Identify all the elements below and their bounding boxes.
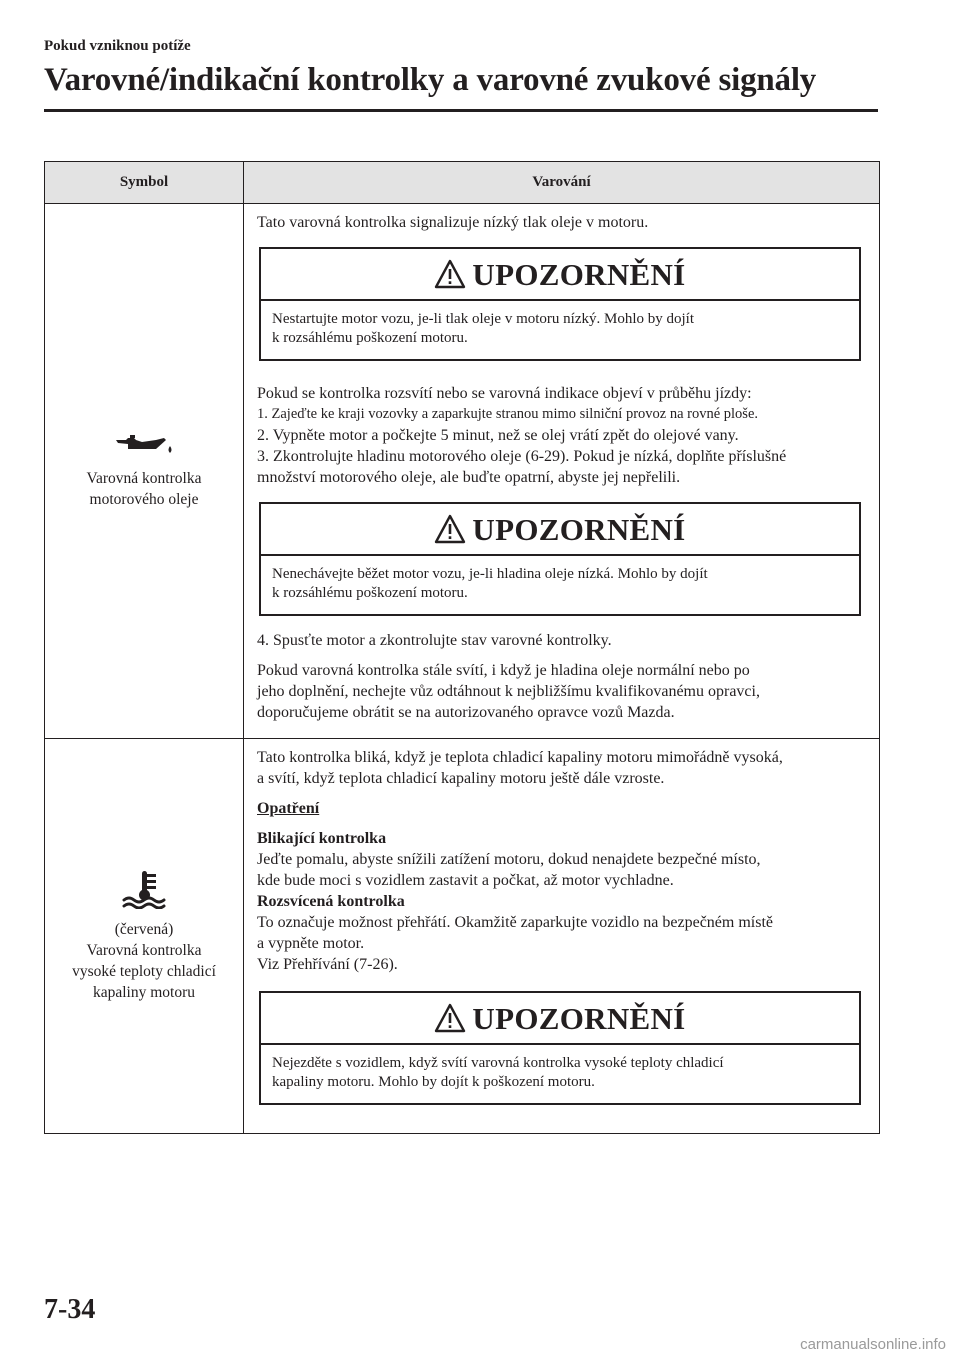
column-header-warning: Varování <box>244 162 880 204</box>
caution-header <box>261 504 859 556</box>
warning-triangle-icon <box>434 1003 466 1033</box>
cross-reference: Viz Přehřívání (7-26). <box>257 956 398 973</box>
symbol-caption-line: Varovná kontrolka <box>86 942 202 959</box>
step-item: 4. Spusťte motor a zkontrolujte stav varovné kontrolky. <box>257 632 612 649</box>
warning-cell-oil <box>244 204 880 739</box>
paragraph-line: a vypněte motor. <box>257 935 365 952</box>
caution-line: Nenechávejte běžet motor vozu, je-li hladina oleje nízká. Mohlo by dojít <box>272 566 708 582</box>
paragraph: Pokud se kontrolka rozsvítí nebo se varovná indikace objeví v průběhu jízdy: <box>257 385 752 402</box>
page-number: 7-34 <box>44 1294 96 1325</box>
caution-box <box>259 247 861 361</box>
caution-header <box>261 993 859 1045</box>
symbol-caption-line: motorového oleje <box>89 491 199 508</box>
caution-title: UPOZORNĚNÍ <box>472 511 686 547</box>
coolant-temperature-icon <box>121 869 167 909</box>
step-item: množství motorového oleje, ale buďte opatrní, abyste jej nepřelili. <box>257 469 681 486</box>
paragraph-line: To označuje možnost přehřátí. Okamžitě zaparkujte vozidlo na bezpečném místě <box>257 914 774 931</box>
caution-body <box>261 301 859 359</box>
caution-line: kapaliny motoru. Mohlo by dojít k poškození motoru. <box>272 1074 595 1090</box>
paragraph-line: Pokud varovná kontrolka stále svítí, i když je hladina oleje normální nebo po <box>257 662 750 679</box>
page-title: Varovné/indikační kontrolky a varovné zvukové signály <box>44 62 817 98</box>
warning-cell-coolant <box>244 739 880 1134</box>
caution-title: UPOZORNĚNÍ <box>472 1000 686 1036</box>
step-item: 2. Vypněte motor a počkejte 5 minut, než se olej vrátí zpět do olejové vany. <box>257 427 739 444</box>
caution-box <box>259 991 861 1105</box>
caution-body <box>261 1045 859 1103</box>
symbol-cell-oil <box>45 204 244 739</box>
symbol-caption-line: kapaliny motoru <box>92 984 196 1001</box>
symbol-caption-line: vysoké teploty chladicí <box>72 963 216 980</box>
title-rule <box>44 109 878 112</box>
table-row <box>45 204 880 739</box>
symbol-caption-line: (červená) <box>114 921 174 938</box>
caution-title: UPOZORNĚNÍ <box>472 256 686 292</box>
watermark: carmanualsonline.info <box>800 1336 946 1353</box>
caution-line: Nestartujte motor vozu, je-li tlak oleje v motoru nízký. Mohlo by dojít <box>272 311 695 327</box>
paragraph-line: Jeďte pomalu, abyste snížili zatížení motoru, dokud nenajdete bezpečné místo, <box>257 851 761 868</box>
paragraph-line: doporučujeme obrátit se na autorizovaného opravce vozů Mazda. <box>257 704 675 721</box>
subheading: Blikající kontrolka <box>257 830 387 847</box>
oil-can-icon <box>112 432 176 458</box>
paragraph: Tato varovná kontrolka signalizuje nízký tlak oleje v motoru. <box>257 214 649 231</box>
section-label: Pokud vzniknou potíže <box>44 38 191 54</box>
symbol-caption-line: Varovná kontrolka <box>86 470 202 487</box>
paragraph-line: kde bude moci s vozidlem zastavit a počkat, až motor vychladne. <box>257 872 674 889</box>
caution-header <box>261 249 859 301</box>
paragraph-line: jeho doplnění, nechejte vůz odtáhnout k nejbližšímu kvalifikovanému opravci, <box>257 683 760 700</box>
column-header-symbol: Symbol <box>45 162 244 204</box>
subheading: Rozsvícená kontrolka <box>257 893 405 910</box>
caution-body <box>261 556 859 614</box>
caution-line: k rozsáhlému poškození motoru. <box>272 585 468 601</box>
paragraph-line: a svítí, když teplota chladicí kapaliny motoru ještě dále vzroste. <box>257 770 665 787</box>
measures-heading: Opatření <box>257 800 320 817</box>
caution-box <box>259 502 861 616</box>
step-item: 1. Zajeďte ke kraji vozovky a zaparkujte stranou mimo silniční provoz na rovné ploše. <box>257 406 759 422</box>
caution-line: Nejezděte s vozidlem, když svítí varovná kontrolka vysoké teploty chladicí <box>272 1055 724 1071</box>
caution-line: k rozsáhlému poškození motoru. <box>272 330 468 346</box>
warning-triangle-icon <box>434 514 466 544</box>
table-row <box>45 739 880 1134</box>
warning-triangle-icon <box>434 259 466 289</box>
warning-table <box>44 161 880 1134</box>
paragraph-line: Tato kontrolka bliká, když je teplota chladicí kapaliny motoru mimořádně vysoká, <box>257 749 783 766</box>
step-item: 3. Zkontrolujte hladinu motorového oleje (6-29). Pokud je nízká, doplňte příslušné <box>257 448 787 465</box>
symbol-cell-coolant <box>45 739 244 1134</box>
